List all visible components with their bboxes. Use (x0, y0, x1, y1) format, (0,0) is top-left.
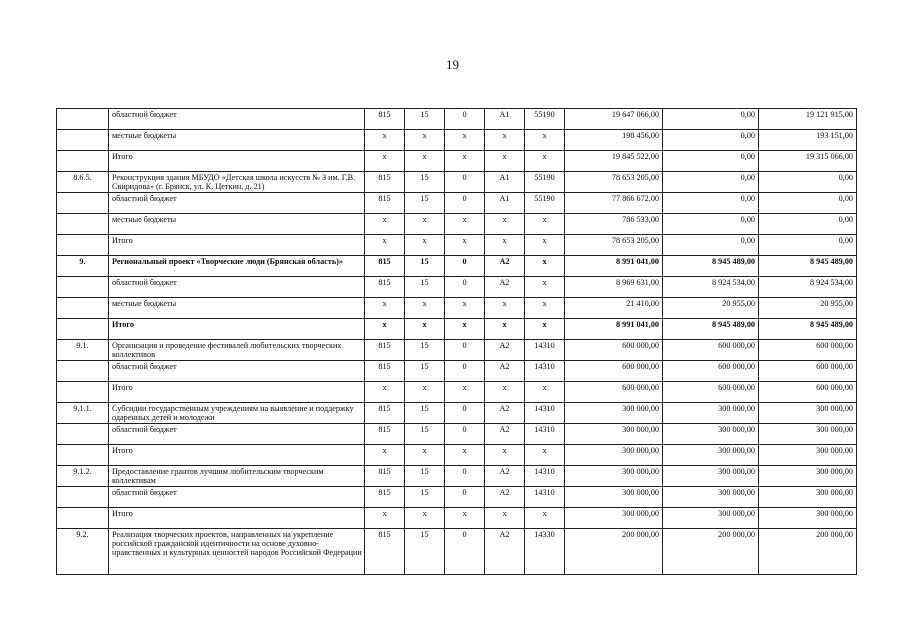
code-sub: 15 (405, 109, 445, 130)
code-direction: 14310 (525, 340, 565, 361)
row-name: Региональный проект «Творческие люди (Брянская область)» (109, 256, 365, 277)
code-direction: 55190 (525, 172, 565, 193)
amount-year2: 300 000,00 (663, 466, 759, 487)
code-sub: х (405, 214, 445, 235)
code-ms: х (445, 319, 485, 340)
amount-year2: 300 000,00 (663, 445, 759, 466)
code-gp: х (365, 445, 405, 466)
row-name: Итого (109, 382, 365, 403)
amount-year2: 600 000,00 (663, 361, 759, 382)
amount-year3: 300 000,00 (759, 403, 857, 424)
amount-year1: 19 647 066,00 (565, 109, 663, 130)
code-ms: х (445, 298, 485, 319)
amount-year1: 78 653 205,00 (565, 172, 663, 193)
amount-year2: 0,00 (663, 109, 759, 130)
row-name: областной бюджет (109, 487, 365, 508)
row-name: Реализация творческих проектов, направленных на укрепление российской гражданской идентичности на основе духовно-нравственных и культурных ценностей народов Российской Федерации (109, 529, 365, 575)
code-direction: 55190 (525, 109, 565, 130)
table-body (57, 109, 857, 575)
code-sub: 15 (405, 277, 445, 298)
code-gp: 815 (365, 466, 405, 487)
code-gp: х (365, 151, 405, 172)
code-ee: х (485, 382, 525, 403)
code-direction: х (525, 508, 565, 529)
row-number: 9.1.1. (57, 403, 109, 424)
table-row (57, 403, 857, 424)
code-ms: 0 (445, 466, 485, 487)
amount-year2: 8 924 534,00 (663, 277, 759, 298)
code-direction: х (525, 382, 565, 403)
budget-table (56, 108, 857, 575)
amount-year3: 8 924 534,00 (759, 277, 857, 298)
amount-year1: 200 000,00 (565, 529, 663, 575)
row-name: Итого (109, 445, 365, 466)
code-direction: х (525, 319, 565, 340)
amount-year2: 8 945 489,00 (663, 319, 759, 340)
amount-year3: 0,00 (759, 214, 857, 235)
code-sub: 15 (405, 256, 445, 277)
code-sub: 15 (405, 424, 445, 445)
amount-year3: 300 000,00 (759, 445, 857, 466)
table-row (57, 256, 857, 277)
amount-year1: 300 000,00 (565, 445, 663, 466)
amount-year3: 300 000,00 (759, 508, 857, 529)
code-ms: х (445, 445, 485, 466)
code-ee: х (485, 214, 525, 235)
amount-year2: 0,00 (663, 151, 759, 172)
row-number (57, 277, 109, 298)
code-direction: 55190 (525, 193, 565, 214)
code-ms: 0 (445, 256, 485, 277)
row-number: 9.2. (57, 529, 109, 575)
amount-year2: 0,00 (663, 172, 759, 193)
row-name: Итого (109, 151, 365, 172)
row-number (57, 214, 109, 235)
code-ms: 0 (445, 403, 485, 424)
table-row (57, 130, 857, 151)
code-ee: А2 (485, 340, 525, 361)
table-row (57, 466, 857, 487)
code-ms: 0 (445, 529, 485, 575)
amount-year3: 19 315 066,00 (759, 151, 857, 172)
table-row (57, 319, 857, 340)
code-ee: А2 (485, 487, 525, 508)
row-number: 9. (57, 256, 109, 277)
amount-year1: 21 410,00 (565, 298, 663, 319)
code-gp: 815 (365, 403, 405, 424)
code-gp: 815 (365, 256, 405, 277)
code-gp: х (365, 298, 405, 319)
code-sub: 15 (405, 340, 445, 361)
code-gp: 815 (365, 424, 405, 445)
table-row (57, 529, 857, 575)
code-ee: А1 (485, 109, 525, 130)
amount-year3: 300 000,00 (759, 466, 857, 487)
amount-year1: 8 991 041,00 (565, 256, 663, 277)
code-sub: х (405, 130, 445, 151)
code-gp: х (365, 214, 405, 235)
row-number (57, 235, 109, 256)
table-row (57, 298, 857, 319)
code-ee: А2 (485, 529, 525, 575)
table-row (57, 151, 857, 172)
code-ms: х (445, 382, 485, 403)
code-sub: х (405, 382, 445, 403)
table-row (57, 109, 857, 130)
row-number (57, 508, 109, 529)
code-ms: 0 (445, 487, 485, 508)
amount-year1: 300 000,00 (565, 487, 663, 508)
code-ms: 0 (445, 193, 485, 214)
row-name: Субсидии государственным учреждениям на выявление и поддержку одаренных детей и молодежи (109, 403, 365, 424)
code-ee: х (485, 130, 525, 151)
amount-year3: 300 000,00 (759, 487, 857, 508)
code-ms: х (445, 214, 485, 235)
amount-year3: 0,00 (759, 235, 857, 256)
row-number: 8.6.5. (57, 172, 109, 193)
code-ee: А2 (485, 424, 525, 445)
code-gp: х (365, 235, 405, 256)
row-name: областной бюджет (109, 109, 365, 130)
amount-year1: 19 845 522,00 (565, 151, 663, 172)
row-name: областной бюджет (109, 277, 365, 298)
code-direction: х (525, 277, 565, 298)
row-number (57, 151, 109, 172)
code-ms: х (445, 235, 485, 256)
code-gp: 815 (365, 361, 405, 382)
amount-year1: 300 000,00 (565, 466, 663, 487)
code-gp: 815 (365, 277, 405, 298)
row-number (57, 298, 109, 319)
amount-year3: 193 151,00 (759, 130, 857, 151)
amount-year1: 600 000,00 (565, 382, 663, 403)
table-row (57, 424, 857, 445)
code-ee: А2 (485, 466, 525, 487)
code-ee: А1 (485, 172, 525, 193)
code-gp: 815 (365, 193, 405, 214)
amount-year1: 300 000,00 (565, 508, 663, 529)
amount-year2: 20 955,00 (663, 298, 759, 319)
code-ms: 0 (445, 340, 485, 361)
table-row (57, 487, 857, 508)
amount-year2: 0,00 (663, 214, 759, 235)
amount-year2: 300 000,00 (663, 424, 759, 445)
row-name: Итого (109, 508, 365, 529)
code-direction: 14310 (525, 424, 565, 445)
amount-year3: 19 121 915,00 (759, 109, 857, 130)
amount-year3: 8 945 489,00 (759, 256, 857, 277)
code-direction: 14310 (525, 466, 565, 487)
amount-year3: 200 000,00 (759, 529, 857, 575)
amount-year3: 600 000,00 (759, 382, 857, 403)
row-number (57, 361, 109, 382)
code-direction: 14310 (525, 403, 565, 424)
code-direction: х (525, 235, 565, 256)
code-sub: 15 (405, 193, 445, 214)
code-ee: х (485, 319, 525, 340)
table-row (57, 340, 857, 361)
code-sub: х (405, 319, 445, 340)
table-row (57, 277, 857, 298)
code-sub: 15 (405, 466, 445, 487)
code-ee: А1 (485, 193, 525, 214)
amount-year1: 600 000,00 (565, 361, 663, 382)
row-name: областной бюджет (109, 193, 365, 214)
code-sub: х (405, 445, 445, 466)
code-gp: х (365, 130, 405, 151)
code-gp: 815 (365, 487, 405, 508)
code-ms: х (445, 508, 485, 529)
row-number (57, 109, 109, 130)
code-sub: х (405, 235, 445, 256)
code-ms: 0 (445, 277, 485, 298)
code-gp: х (365, 382, 405, 403)
row-name: областной бюджет (109, 424, 365, 445)
code-ms: х (445, 130, 485, 151)
row-name: местные бюджеты (109, 298, 365, 319)
code-ee: А2 (485, 256, 525, 277)
code-ms: 0 (445, 109, 485, 130)
amount-year2: 300 000,00 (663, 508, 759, 529)
code-direction: х (525, 298, 565, 319)
code-direction: х (525, 130, 565, 151)
row-number (57, 130, 109, 151)
row-number (57, 193, 109, 214)
table-row (57, 508, 857, 529)
amount-year3: 300 000,00 (759, 424, 857, 445)
table-row (57, 361, 857, 382)
code-direction: 14310 (525, 361, 565, 382)
code-ee: х (485, 298, 525, 319)
code-sub: х (405, 298, 445, 319)
row-number (57, 487, 109, 508)
table-row (57, 235, 857, 256)
code-gp: х (365, 319, 405, 340)
code-sub: 15 (405, 172, 445, 193)
row-name: Реконструкция здания МБУДО «Детская школа искусств № 3 им. Г.В. Свиридова» (г. Брянск, ул. К. Цеткин, д. 21) (109, 172, 365, 193)
amount-year3: 600 000,00 (759, 361, 857, 382)
amount-year1: 78 653 205,00 (565, 235, 663, 256)
row-number: 9.1. (57, 340, 109, 361)
amount-year2: 0,00 (663, 235, 759, 256)
code-direction: 14330 (525, 529, 565, 575)
amount-year2: 600 000,00 (663, 382, 759, 403)
code-ms: 0 (445, 361, 485, 382)
row-number: 9.1.2. (57, 466, 109, 487)
page-number: 19 (446, 57, 459, 72)
amount-year1: 8 991 041,00 (565, 319, 663, 340)
amount-year1: 77 866 672,00 (565, 193, 663, 214)
code-sub: 15 (405, 361, 445, 382)
code-ee: А2 (485, 361, 525, 382)
code-gp: 815 (365, 340, 405, 361)
code-ee: х (485, 445, 525, 466)
code-ee: х (485, 508, 525, 529)
code-ms: 0 (445, 172, 485, 193)
code-sub: х (405, 508, 445, 529)
code-direction: х (525, 256, 565, 277)
row-name: Предоставление грантов лучшим любительским творческим коллективам (109, 466, 365, 487)
code-ee: х (485, 235, 525, 256)
row-name: Организация и проведение фестивалей любительских творческих коллективов (109, 340, 365, 361)
table-row (57, 445, 857, 466)
amount-year2: 600 000,00 (663, 340, 759, 361)
amount-year3: 8 945 489,00 (759, 319, 857, 340)
code-direction: х (525, 445, 565, 466)
code-gp: х (365, 508, 405, 529)
code-gp: 815 (365, 109, 405, 130)
amount-year3: 0,00 (759, 172, 857, 193)
table-row (57, 172, 857, 193)
amount-year1: 600 000,00 (565, 340, 663, 361)
code-direction: х (525, 214, 565, 235)
table-row (57, 193, 857, 214)
amount-year1: 300 000,00 (565, 424, 663, 445)
code-ee: х (485, 151, 525, 172)
row-name: областной бюджет (109, 361, 365, 382)
code-sub: 15 (405, 529, 445, 575)
code-gp: 815 (365, 172, 405, 193)
amount-year1: 300 000,00 (565, 403, 663, 424)
code-direction: 14310 (525, 487, 565, 508)
table-row (57, 214, 857, 235)
row-number (57, 445, 109, 466)
code-direction: х (525, 151, 565, 172)
row-number (57, 424, 109, 445)
amount-year1: 8 969 631,00 (565, 277, 663, 298)
row-name: Итого (109, 319, 365, 340)
amount-year3: 0,00 (759, 193, 857, 214)
row-name: местные бюджеты (109, 214, 365, 235)
amount-year2: 200 000,00 (663, 529, 759, 575)
code-ee: А2 (485, 277, 525, 298)
amount-year2: 8 945 489,00 (663, 256, 759, 277)
amount-year2: 0,00 (663, 193, 759, 214)
row-number (57, 319, 109, 340)
amount-year2: 300 000,00 (663, 403, 759, 424)
amount-year3: 600 000,00 (759, 340, 857, 361)
row-name: Итого (109, 235, 365, 256)
amount-year2: 0,00 (663, 130, 759, 151)
table-row (57, 382, 857, 403)
code-sub: 15 (405, 487, 445, 508)
amount-year3: 20 955,00 (759, 298, 857, 319)
code-sub: 15 (405, 403, 445, 424)
amount-year2: 300 000,00 (663, 487, 759, 508)
row-name: местные бюджеты (109, 130, 365, 151)
code-ms: х (445, 151, 485, 172)
code-ms: 0 (445, 424, 485, 445)
amount-year1: 198 456,00 (565, 130, 663, 151)
code-ee: А2 (485, 403, 525, 424)
amount-year1: 786 533,00 (565, 214, 663, 235)
row-number (57, 382, 109, 403)
code-gp: 815 (365, 529, 405, 575)
code-sub: х (405, 151, 445, 172)
